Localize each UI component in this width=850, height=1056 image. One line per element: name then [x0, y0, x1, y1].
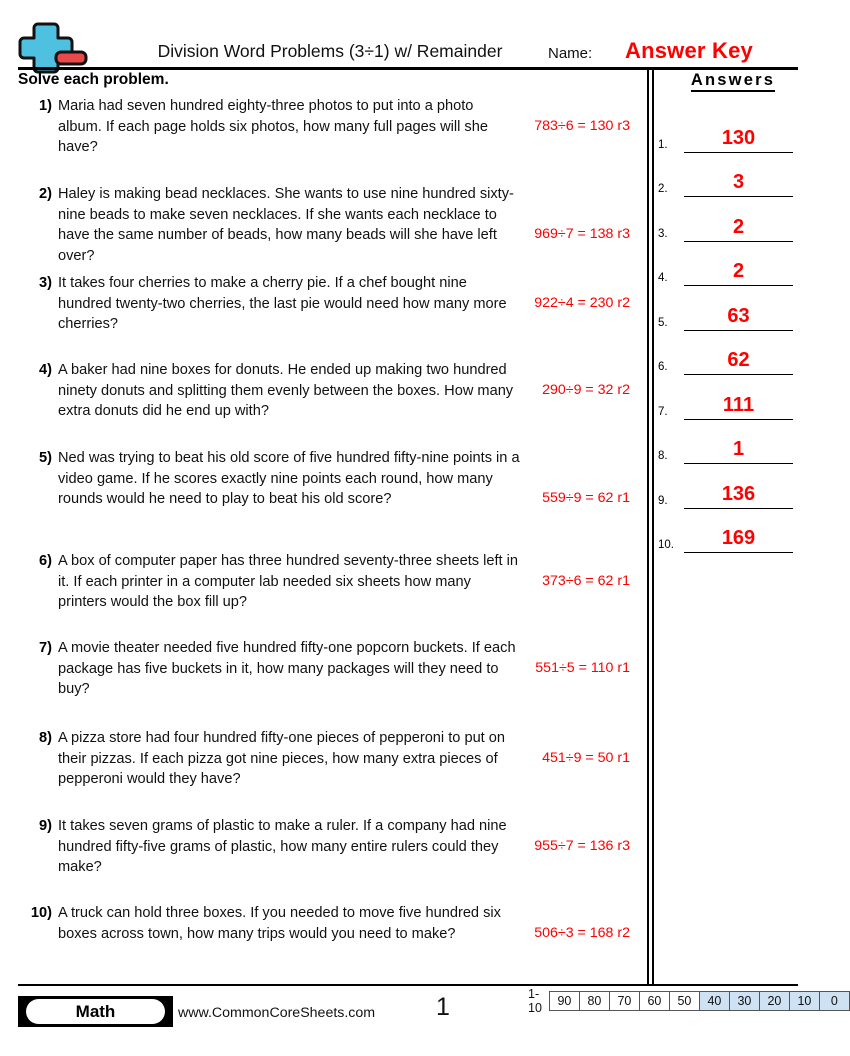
problem-equation: 373÷6 = 62 r1: [542, 573, 630, 589]
page-header: [0, 0, 816, 68]
answer-index: 5.: [658, 316, 668, 329]
score-cell[interactable]: 0: [820, 992, 849, 1010]
problem-item: [18, 638, 638, 724]
answers-list: [658, 108, 808, 553]
answers-heading: [658, 71, 808, 90]
score-cell[interactable]: 70: [610, 992, 640, 1010]
answer-row: [658, 153, 808, 198]
answer-value: 2: [732, 215, 745, 238]
score-cell[interactable]: 10: [790, 992, 820, 1010]
answer-index: 8.: [658, 450, 668, 462]
problem-equation: 922÷4 = 230 r2: [534, 295, 630, 311]
answer-value: 136: [721, 482, 756, 505]
answer-row: [658, 197, 808, 242]
problem-text: It takes seven grams of plastic to make a ruler. If a company had nine hundred fifty-five grams of plastic, how many entire rulers could they make?: [58, 818, 507, 875]
answer-index: 9.: [658, 494, 668, 507]
answer-row: [658, 420, 808, 465]
problem-text: It takes four cherries to make a cherry pie. If a chef bought nine hundred twenty-two cherries, the last pie would need how many more cherries?: [58, 275, 507, 332]
score-cell[interactable]: 90: [550, 992, 580, 1010]
answer-index: 3.: [658, 227, 668, 240]
subject-badge: [18, 996, 173, 1027]
answer-row: [658, 375, 808, 420]
problem-number: 7): [39, 640, 52, 656]
problem-text: Maria had seven hundred eighty-three photos to put into a photo album. If each page holds six photos, how many full pages will she have?: [58, 98, 488, 155]
problem-equation: 559÷9 = 62 r1: [542, 490, 630, 506]
problem-number: 4): [39, 362, 52, 378]
problem-item: [18, 448, 638, 534]
problem-item: [18, 273, 638, 359]
score-cell[interactable]: 30: [730, 992, 760, 1010]
answer-row: [658, 242, 808, 287]
problem-number: 6): [39, 553, 52, 569]
problem-item: [18, 96, 638, 182]
answer-value: 1: [732, 438, 745, 460]
problem-equation: 451÷9 = 50 r1: [542, 750, 630, 766]
problem-number: 3): [39, 275, 52, 291]
problem-equation: 551÷5 = 110 r1: [535, 660, 630, 676]
score-range-label: 1-10: [528, 987, 542, 1015]
answer-row: [658, 108, 808, 153]
problem-text: A box of computer paper has three hundred seventy-three sheets left in it. If each printer in a computer lab needed six sheets how many printers would the box fill up?: [58, 553, 518, 610]
page-number: 1: [436, 993, 450, 1021]
problem-item: [18, 551, 638, 637]
column-divider-line-left: [647, 68, 649, 985]
answer-blank-line[interactable]: [684, 551, 793, 553]
answer-row: [658, 464, 808, 509]
score-cells: [549, 991, 850, 1011]
problem-number: 1): [39, 98, 52, 114]
problem-equation: 955÷7 = 136 r3: [534, 838, 630, 854]
footer-divider: [18, 984, 798, 986]
answer-index: 4.: [658, 272, 668, 284]
problem-number: 10): [30, 905, 52, 921]
problem-text: Haley is making bead necklaces. She wants to use nine hundred sixty-nine beads to make seven necklaces. If she wants each necklace to have the same number of beads, how many beads will she have left over?: [58, 186, 514, 264]
problem-number: 9): [39, 818, 52, 834]
problem-text: A baker had nine boxes for donuts. He ended up making two hundred ninety donuts and splitting them evenly between the boxes. How many extra donuts did he end up with?: [58, 362, 514, 419]
answer-value: 2: [732, 260, 745, 282]
answers-heading-label: Answers: [691, 71, 775, 92]
header-divider: [18, 67, 798, 70]
problem-equation: 969÷7 = 138 r3: [534, 226, 630, 242]
name-label: Name:: [548, 45, 593, 62]
problem-text: A pizza store had four hundred fifty-one pieces of pepperoni to put on their pizzas. If each pizza got nine pieces, how many extra pieces of pepperoni would they have?: [58, 730, 506, 787]
score-cell[interactable]: 20: [760, 992, 790, 1010]
answer-index: 10.: [658, 539, 674, 551]
score-cell[interactable]: 40: [700, 992, 730, 1010]
name-value: Answer Key: [625, 38, 753, 63]
answer-index: 7.: [658, 405, 668, 418]
answer-row: [658, 331, 808, 376]
problem-item: [18, 360, 638, 446]
score-scale: [528, 987, 850, 1015]
problem-item: [18, 903, 638, 989]
problem-equation: 290÷9 = 32 r2: [542, 382, 630, 398]
problem-item: [18, 816, 638, 902]
problem-equation: 783÷6 = 130 r3: [534, 118, 630, 134]
answer-row: [658, 509, 808, 554]
problem-number: 2): [39, 186, 52, 202]
answer-index: 1.: [658, 138, 668, 151]
answer-value: 111: [722, 393, 755, 416]
answer-value: 62: [727, 349, 750, 371]
instructions-text: Solve each problem.: [18, 71, 169, 88]
site-url[interactable]: www.CommonCoreSheets.com: [178, 1005, 376, 1021]
answer-value: 169: [721, 527, 756, 549]
problem-text: Ned was trying to beat his old score of five hundred fifty-nine points in a video game. If he scores exactly nine points each round, how many rounds would he need to play to beat his old score?: [58, 450, 520, 507]
problem-number: 8): [39, 730, 52, 746]
answer-value: 130: [721, 126, 756, 149]
problem-number: 5): [39, 450, 52, 466]
problem-equation: 506÷3 = 168 r2: [534, 925, 630, 941]
plus-minus-logo-icon: [18, 22, 90, 66]
subject-badge-label: Math: [26, 999, 165, 1024]
problem-text: A truck can hold three boxes. If you needed to move five hundred six boxes across town, how many trips would you need to make?: [58, 905, 501, 942]
score-cell[interactable]: 80: [580, 992, 610, 1010]
page-title: Division Word Problems (3÷1) w/ Remainder: [157, 41, 503, 61]
score-cell[interactable]: 60: [640, 992, 670, 1010]
column-divider-line-right: [652, 68, 654, 985]
problem-text: A movie theater needed five hundred fifty-one popcorn buckets. If each package has five buckets in it, how many packages will they need to buy?: [58, 640, 516, 697]
answer-index: 6.: [658, 361, 668, 373]
answer-index: 2.: [658, 183, 668, 195]
score-cell[interactable]: 50: [670, 992, 700, 1010]
answer-value: 63: [727, 304, 750, 327]
problem-item: [18, 184, 638, 270]
answer-value: 3: [732, 171, 745, 193]
answer-row: [658, 286, 808, 331]
problem-item: [18, 728, 638, 814]
